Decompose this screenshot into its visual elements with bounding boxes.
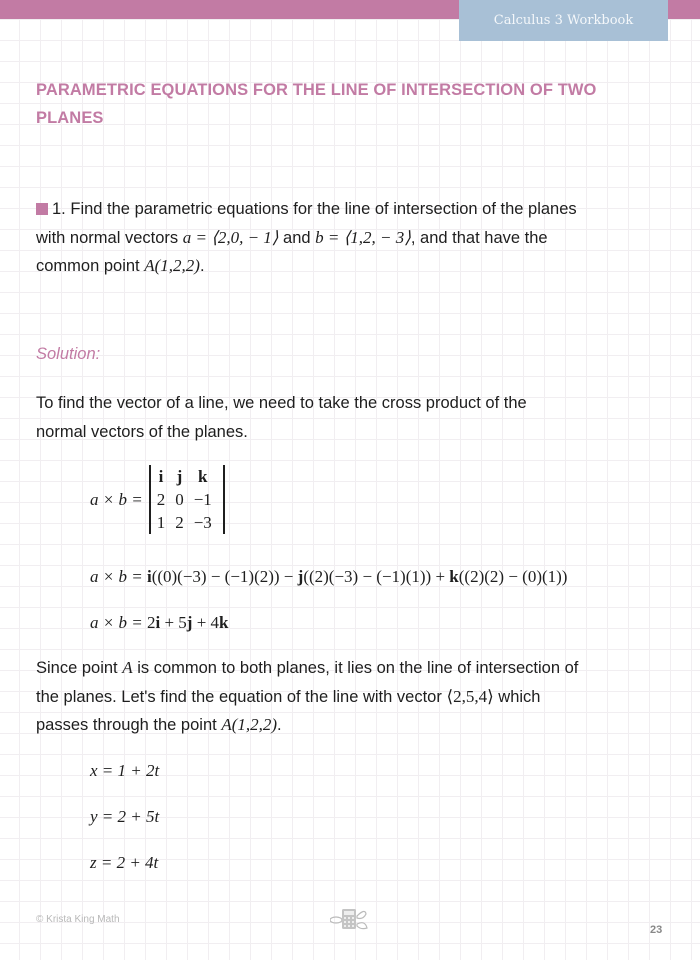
copyright-text: © Krista King Math	[36, 914, 120, 925]
page-number: 23	[650, 924, 663, 936]
parametric-equation-z: z = 2 + 4t	[90, 853, 159, 872]
cross-product-expansion: a × b = i((0)(−3) − (−1)(2)) − j((2)(−3) − (−1)(1)) + k((2)(2) − (0)(1))	[90, 567, 568, 586]
book-title-tab	[459, 0, 668, 41]
solution-paragraph-2: Since point A is common to both planes, it lies on the line of intersection of the planes. Let's find the equation of the line with vector ⟨2,5,4⟩ which passes through the point A(1,2,2).	[36, 658, 579, 734]
problem-line-2: with normal vectors a = ⟨2,0, − 1⟩ and b = ⟨1,2, − 3⟩, and that have the	[36, 227, 548, 247]
section-title: PARAMETRIC EQUATIONS FOR THE LINE OF INTERSECTION OF TWO PLANES	[36, 81, 597, 127]
solution-label: Solution:	[36, 345, 101, 363]
cross-product-result: a × b = 2i + 5j + 4k	[90, 613, 229, 632]
parametric-equation-x: x = 1 + 2t	[90, 761, 160, 780]
vector-a: a = ⟨2,0, − 1⟩	[182, 227, 279, 247]
vector-b: b = ⟨1,2, − 3⟩	[315, 227, 411, 247]
determinant-lhs: a × b =	[90, 489, 143, 509]
determinant-matrix: i j k 2 0 −1 1 2 −3	[149, 465, 225, 534]
cross-product-determinant	[90, 465, 225, 534]
bullet-square-icon	[36, 203, 48, 215]
point-a: A(1,2,2)	[144, 256, 200, 275]
book-title: Calculus 3 Workbook	[493, 13, 634, 28]
problem-number: 1.	[52, 200, 66, 218]
problem-line-3: common point A(1,2,2).	[36, 256, 205, 275]
problem-line-1: 1. Find the parametric equations for the line of intersection of the planes	[36, 195, 676, 224]
direction-vector: ⟨2,5,4⟩	[446, 686, 494, 706]
problem-statement	[36, 195, 676, 281]
calculator-leaf-icon	[330, 906, 370, 939]
parametric-equation-y: y = 2 + 5t	[90, 807, 160, 826]
solution-intro: To find the vector of a line, we need to take the cross product of the normal vectors of the planes.	[36, 394, 527, 441]
